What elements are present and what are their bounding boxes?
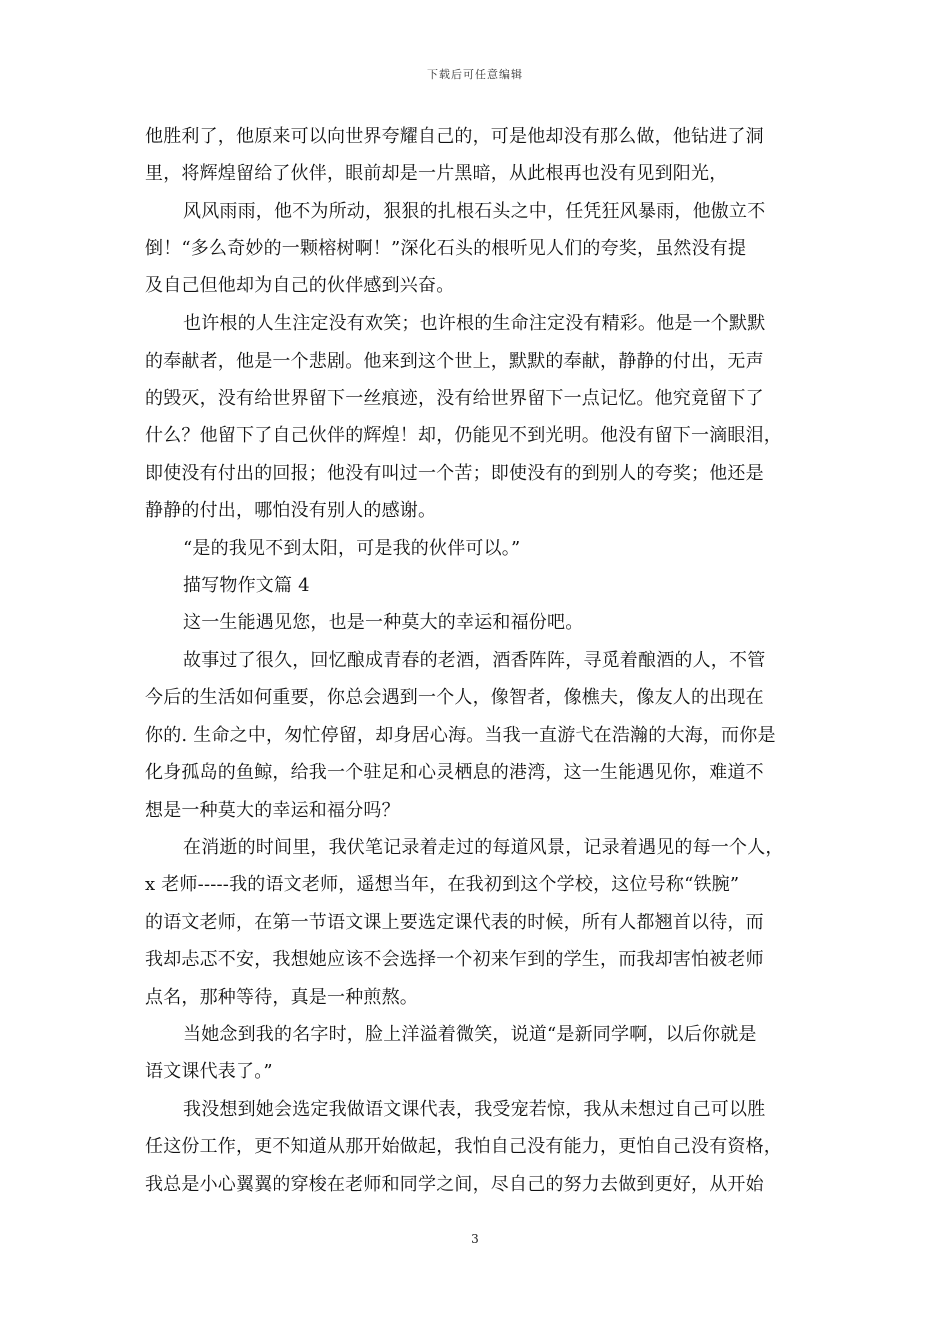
body-line: 也许根的人生注定没有欢笑；也许根的生命注定没有精彩。他是一个默默 (183, 313, 766, 334)
body-line: 倒！“多么奇妙的一颗榕树啊！”深化石头的根听见人们的夸奖，虽然没有提 (145, 238, 747, 259)
body-line: 的毁灭，没有给世界留下一丝痕迹，没有给世界留下一点记忆。他究竟留下了 (145, 388, 764, 409)
body-line: 的奉献者，他是一个悲剧。他来到这个世上，默默的奉献，静静的付出，无声 (145, 351, 764, 372)
body-line: “是的我见不到太阳，可是我的伙伴可以。” (183, 538, 521, 559)
body-line: 点名，那种等待，真是一种煎熬。 (145, 987, 418, 1008)
body-line: 当她念到我的名字时，脸上洋溢着微笑，说道“是新同学啊，以后你就是 (183, 1024, 757, 1045)
body-line: 语文课代表了。” (145, 1061, 273, 1082)
body-line: 风风雨雨，他不为所动，狠狠的扎根石头之中，任凭狂风暴雨，他傲立不 (183, 201, 766, 222)
body-line: 我没想到她会选定我做语文课代表，我受宠若惊，我从未想过自己可以胜 (183, 1099, 766, 1120)
body-line: 及自己但他却为自己的伙伴感到兴奋。 (145, 275, 455, 296)
body-line: x 老师-----我的语文老师，遥想当年，在我初到这个学校，这位号称“铁腕” (145, 874, 740, 895)
body-line: 我总是小心翼翼的穿梭在老师和同学之间，尽自己的努力去做到更好，从开始 (145, 1174, 764, 1195)
section-heading: 描写物作文篇 4 (183, 575, 310, 596)
body-line: 在消逝的时间里，我伏笔记录着走过的每道风景，记录着遇见的每一个人， (183, 837, 784, 858)
body-line: 什么？他留下了自己伙伴的辉煌！却，仍能见不到光明。他没有留下一滴眼泪， (145, 425, 782, 446)
body-line: 你的. 生命之中，匆忙停留，却身居心海。当我一直游弋在浩瀚的大海，而你是 (145, 725, 776, 746)
body-line: 想是一种莫大的幸运和福分吗？ (145, 800, 400, 821)
body-line: 静静的付出，哪怕没有别人的感谢。 (145, 500, 437, 521)
body-line: 他胜利了，他原来可以向世界夸耀自己的，可是他却没有那么做，他钻进了洞 (145, 126, 764, 147)
body-line: 化身孤岛的鱼鲸，给我一个驻足和心灵栖息的港湾，这一生能遇见你，难道不 (145, 762, 764, 783)
page-header: 下载后可任意编辑 (427, 68, 523, 81)
body-line: 的语文老师，在第一节语文课上要选定课代表的时候，所有人都翘首以待，而 (145, 912, 764, 933)
body-line: 任这份工作，更不知道从那开始做起，我怕自己没有能力，更怕自己没有资格， (145, 1136, 782, 1157)
body-line: 里，将辉煌留给了伙伴，眼前却是一片黑暗，从此根再也没有见到阳光， (145, 163, 728, 184)
body-line: 今后的生活如何重要，你总会遇到一个人，像智者，像樵夫，像友人的出现在 (145, 687, 764, 708)
body-line: 即使没有付出的回报；他没有叫过一个苦；即使没有的到别人的夸奖；他还是 (145, 463, 764, 484)
body-line: 故事过了很久，回忆酿成青春的老酒，酒香阵阵，寻觅着酿酒的人，不管 (183, 650, 766, 671)
page-number: 3 (471, 1232, 479, 1246)
body-line: 我却忐忑不安，我想她应该不会选择一个初来乍到的学生，而我却害怕被老师 (145, 949, 764, 970)
body-line: 这一生能遇见您，也是一种莫大的幸运和福份吧。 (183, 612, 584, 633)
